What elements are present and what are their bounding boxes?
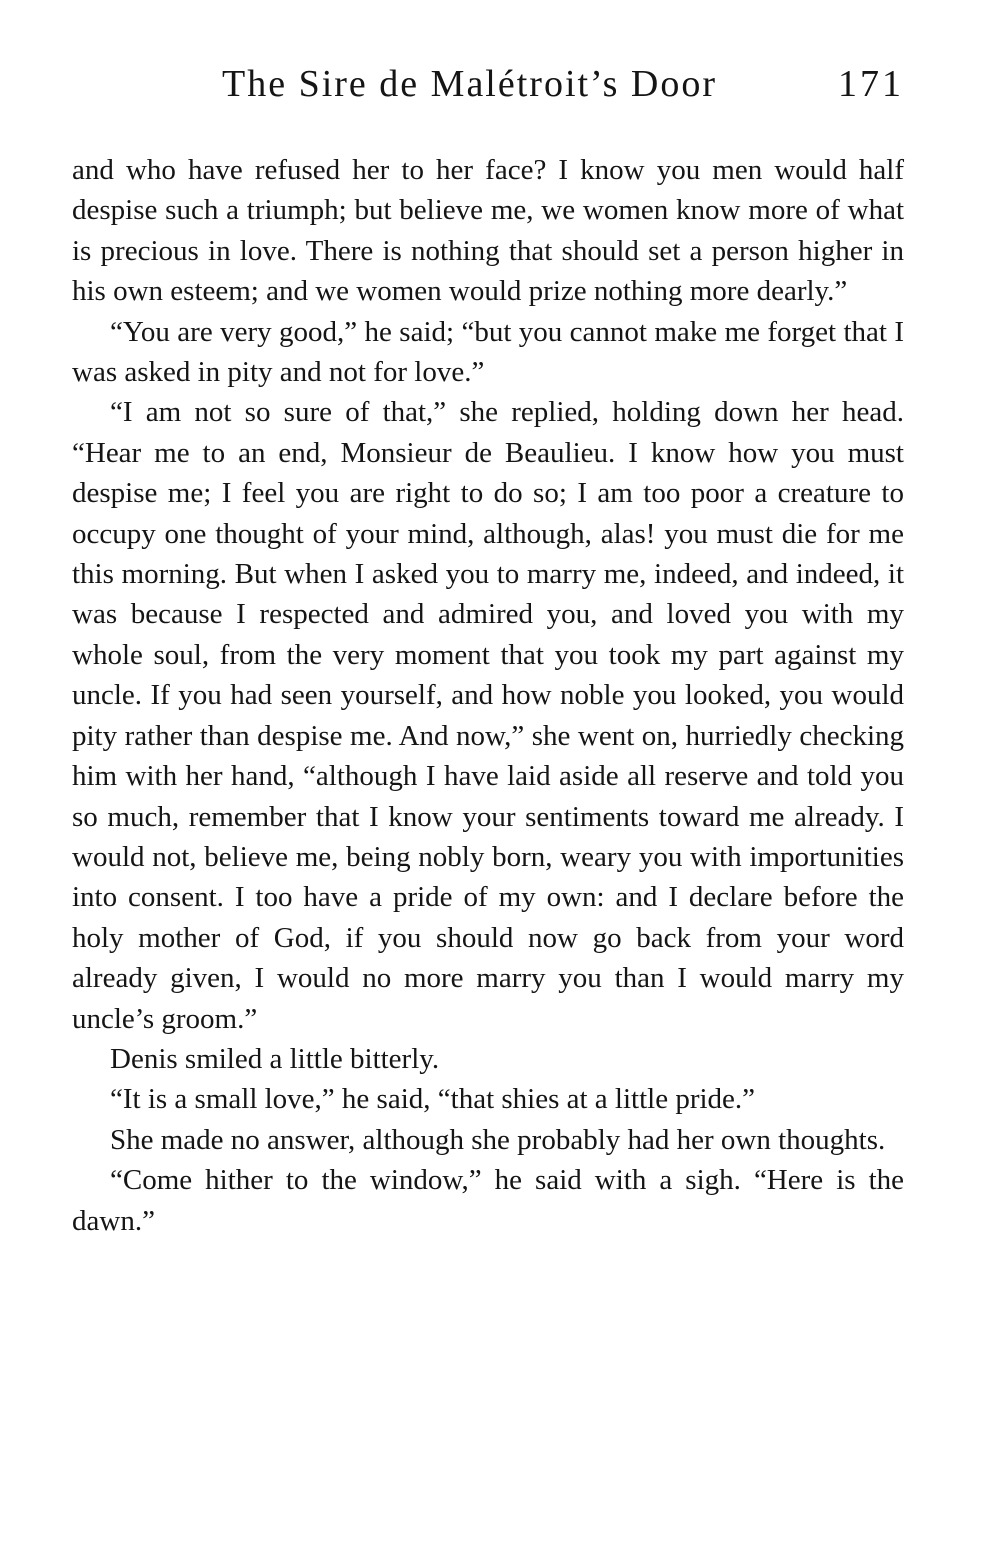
- paragraph: Denis smiled a little bitterly.: [110, 1042, 440, 1075]
- paragraph: She made no answer, although she probably had her own thoughts.: [110, 1123, 886, 1156]
- page-number: 171: [838, 63, 904, 105]
- paragraph: “I am not so sure of that,” she replied, holding down her head. “Hear me to an end, Monsieur de Beaulieu. I know how you must despise me; I feel you are right to do so; I am too poor a creature to occupy one thought of your mind, although, alas! you must die for me this morning. But when I asked you to marry me, indeed, and indeed, it was because I respected and admired you, and loved you with my whole soul, from the very moment that you took my part against my uncle. If you had seen yourself, and how noble you looked, you would pity rather than despise me. And now,” she went on, hurriedly checking him with her hand, “although I have laid aside all reserve and told you so much, remember that I know your sentiments toward me already. I would not, believe me, being nobly born, weary you with importunities into consent. I too have a pride of my own: and I declare before the holy mother of God, if you should now go back from your word already given, I would no more marry you than I would marry my uncle’s groom.”: [72, 396, 904, 1035]
- running-title: The Sire de Malétroit’s Door: [222, 63, 718, 105]
- book-page: [72, 62, 904, 1241]
- body-text: [72, 150, 904, 1241]
- running-head: [72, 62, 904, 122]
- paragraph-continuation: and who have refused her to her face? I know you men would half despise such a triumph; but believe me, we women know more of what is precious in love. There is nothing that should set a person higher in his own esteem; and we women would prize nothing more dearly.”: [72, 154, 904, 308]
- paragraph: “It is a small love,” he said, “that shies at a little pride.”: [110, 1083, 756, 1116]
- paragraph: “Come hither to the window,” he said with a sigh. “Here is the dawn.”: [72, 1164, 904, 1237]
- paragraph: “You are very good,” he said; “but you cannot make me forget that I was asked in pity and not for love.”: [72, 315, 904, 389]
